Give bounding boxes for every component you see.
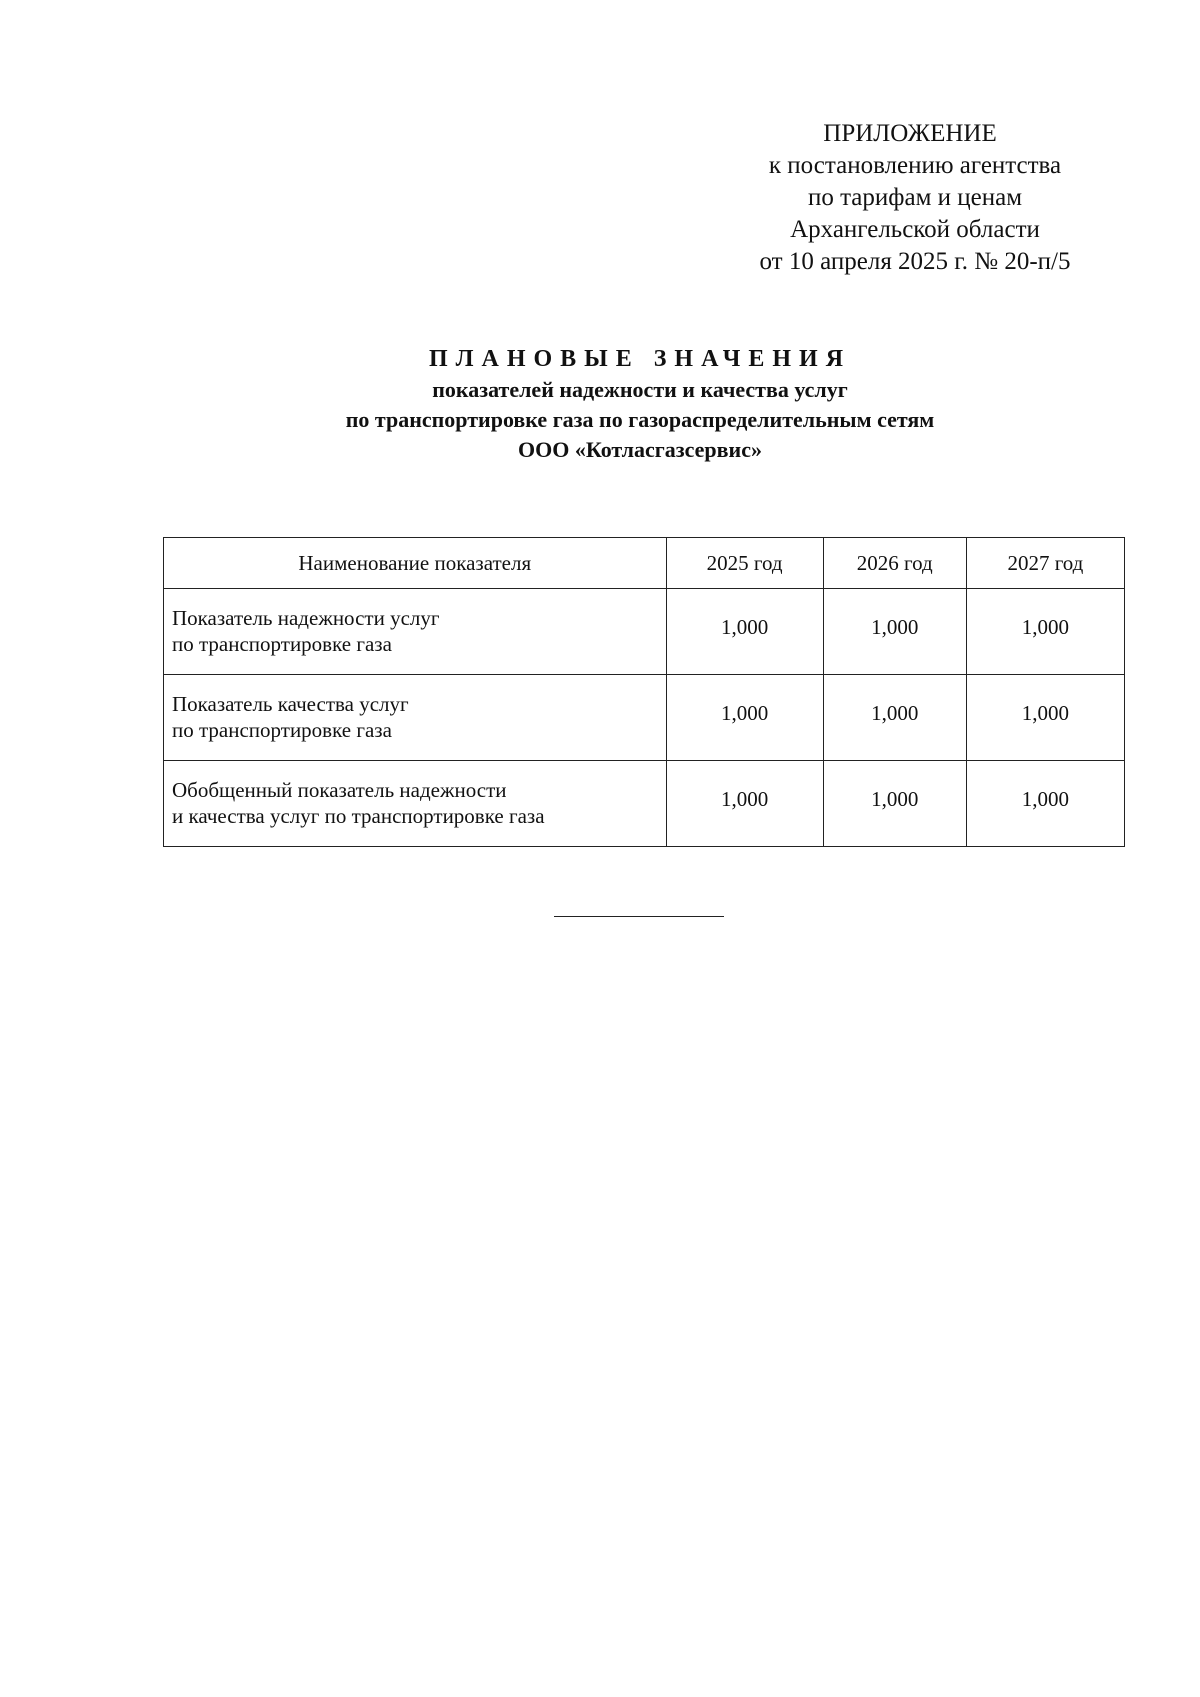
document-title (150, 343, 1130, 465)
indicators-table (163, 537, 1125, 847)
value-cell: 1,000 (966, 761, 1124, 847)
indicator-name-line: Показатель надежности услуг (172, 605, 440, 630)
table-row (164, 589, 1125, 675)
appendix-block (715, 118, 1115, 278)
table-row (164, 761, 1125, 847)
indicator-name-line: Показатель качества услуг (172, 691, 409, 716)
closing-divider-line (554, 916, 724, 917)
header-year-2025: 2025 год (666, 538, 823, 589)
indicator-name-cell (164, 675, 667, 761)
value-cell: 1,000 (666, 761, 823, 847)
table-row (164, 675, 1125, 761)
table-header-row (164, 538, 1125, 589)
indicator-name-line: Обобщенный показатель надежности (172, 777, 507, 802)
appendix-heading: ПРИЛОЖЕНИЕ (823, 120, 997, 147)
indicator-name-line: по транспортировке газа (172, 717, 392, 742)
indicator-name-line: и качества услуг по транспортировке газа (172, 803, 545, 828)
appendix-line: по тарифам и ценам (807, 184, 1023, 211)
appendix-line: от 10 апреля 2025 г. № 20-п/5 (759, 248, 1071, 275)
value-cell: 1,000 (823, 675, 966, 761)
header-indicator-name: Наименование показателя (164, 538, 667, 589)
value-cell: 1,000 (823, 589, 966, 675)
indicator-name-line: по транспортировке газа (172, 631, 392, 656)
value-cell: 1,000 (666, 675, 823, 761)
indicator-name-cell (164, 761, 667, 847)
appendix-line: к постановлению агентства (768, 152, 1062, 179)
value-cell: 1,000 (966, 675, 1124, 761)
value-cell: 1,000 (666, 589, 823, 675)
value-cell: 1,000 (823, 761, 966, 847)
appendix-line: Архангельской области (790, 216, 1040, 243)
document-title-main: ПЛАНОВЫЕ ЗНАЧЕНИЯ (428, 346, 852, 372)
value-cell: 1,000 (966, 589, 1124, 675)
document-title-line: показателей надежности и качества услуг (432, 377, 848, 402)
document-title-line: по транспортировке газа по газораспределительным сетям (345, 407, 935, 432)
header-year-2027: 2027 год (966, 538, 1124, 589)
indicator-name-cell (164, 589, 667, 675)
header-year-2026: 2026 год (823, 538, 966, 589)
document-title-line: ООО «Котласгазсервис» (518, 437, 762, 462)
